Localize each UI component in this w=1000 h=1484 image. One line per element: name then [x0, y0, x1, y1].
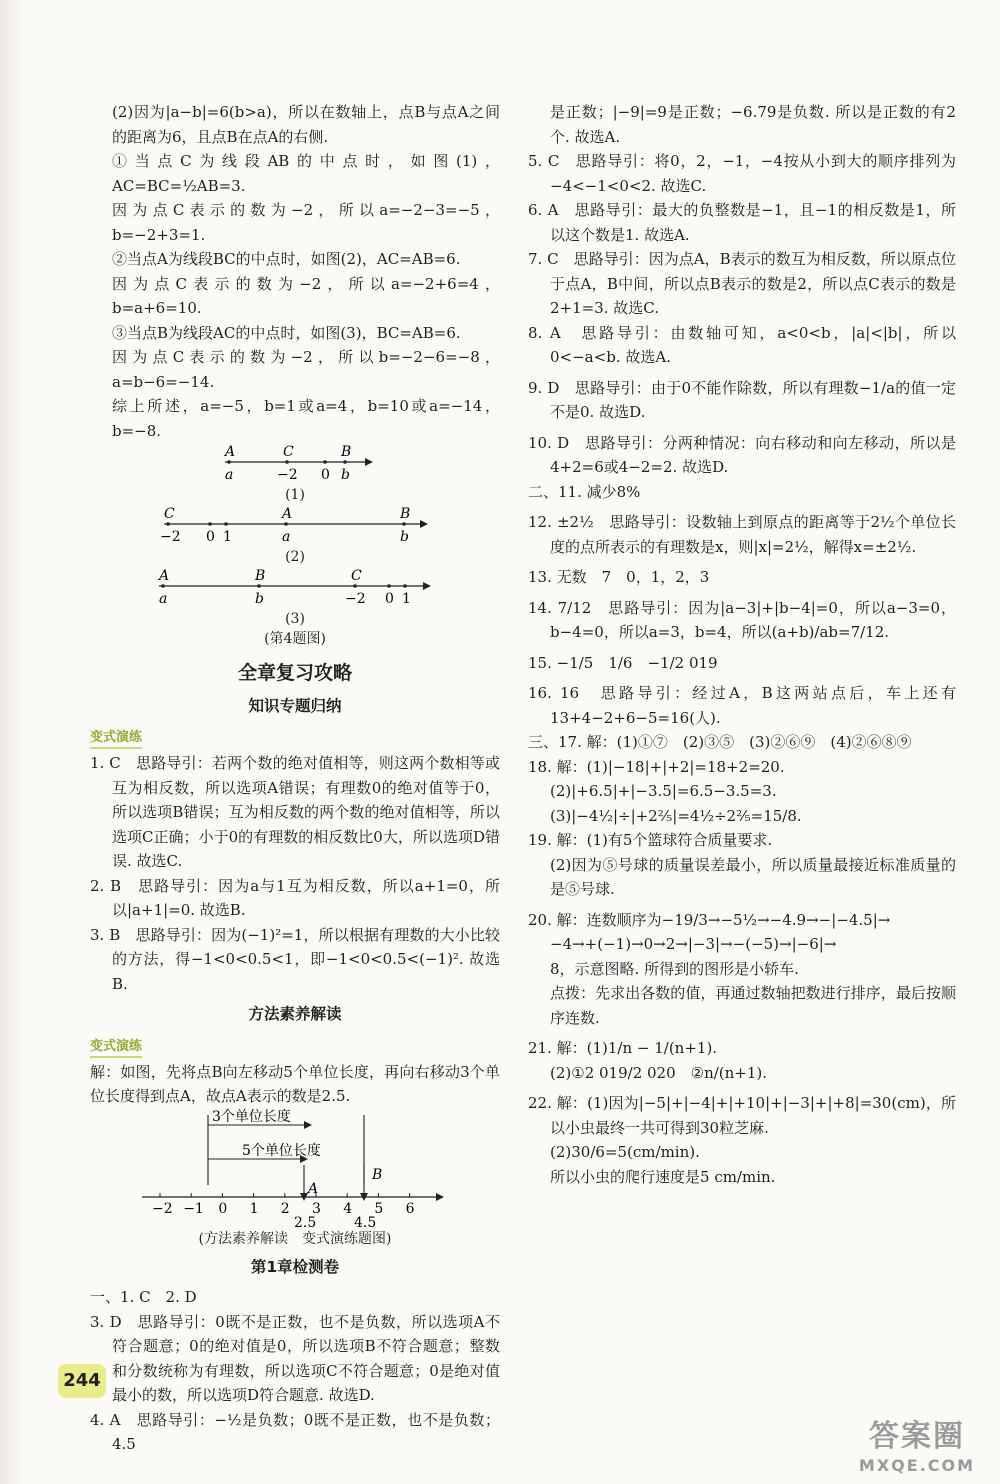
watermark-logo: [852, 1418, 982, 1476]
text-p3: 因为点C表示的数为−2，所以a=−2−3=−5，b=−2+3=1.: [112, 201, 500, 244]
text-p5: 因为点C表示的数为−2，所以a=−2+6=4，b=a+6=10.: [112, 274, 500, 317]
fig1-caption: (1): [285, 487, 305, 503]
fig4-tick-label: −1: [183, 1200, 204, 1217]
unit-movement-figure: [140, 1109, 450, 1229]
fig4-tick-label: 3: [312, 1200, 321, 1217]
answer-21-2: (2)①2 019/2 020 ②n/(n+1).: [550, 1063, 768, 1082]
answer-14: 14. 7/12 思路导引：因为|a−3|+|b−4|=0，所以a−3=0，b−4=0，所以a=3，b=4，所以(a+b)/ab=7/12.: [528, 598, 956, 641]
answer-20-line1: 20. 解：连数顺序为−19/3→−5½→−4.9→−|−4.5|→: [528, 910, 891, 929]
heading-chapter-review: 全章复习攻略: [237, 662, 352, 684]
fig3-value-0: 0: [385, 591, 394, 607]
tag-variant-practice-1: 变式演练: [90, 729, 142, 749]
fig1-value-a: a: [225, 467, 234, 483]
fig3-value-b: b: [255, 591, 264, 607]
answer-q3: 3. B 思路导引：因为(−1)²=1，所以根据有理数的大小比较的方法，得−1<0<0.5<1，即−1<0<0.5<(−1)². 故选B.: [90, 925, 500, 993]
test-answer-4: 4. A 思路导引：−½是负数；0既不是正数，也不是负数；4.5: [90, 1410, 500, 1453]
answer-18-3: (3)|−4½|÷|+2⅖|=4½÷2⅖=15/8.: [550, 806, 802, 825]
watermark-big: 答案圈: [869, 1419, 965, 1454]
answer-10: 10. D 思路导引：分两种情况：向右移动和向左移动，所以是4+2=6或4−2=2. 故选D.: [528, 433, 956, 476]
answer-4-continued: 是正数；|−9|=9是正数；−6.79是负数. 所以是正数的有2个. 故选A.: [550, 103, 956, 146]
fig1-value-0: 0: [321, 467, 330, 483]
answer-7: 7. C 思路导引：因为点A，B表示的数互为相反数，所以原点位于点A，B中间，所以点B表示的数是2，所以点C表示的数是2+1=3. 故选C.: [528, 250, 956, 317]
fig1-value-m2: −2: [277, 467, 298, 483]
answer-9: 9. D 思路导引：由于0不能作除数，所以有理数−1/a的值一定不是0. 故选D.: [528, 378, 956, 421]
answer-12: 12. ±2½ 思路导引：设数轴上到原点的距离等于2½个单位长度的点所表示的有理数是x，则|x|=2½，解得x=±2½.: [528, 513, 956, 556]
fig3-label-C: C: [351, 568, 362, 584]
number-line-figure-2: [160, 505, 430, 547]
answer-15: 15. −1/5 1/6 −1/2 019: [528, 653, 718, 672]
answer-5: 5. C 思路导引：将0，2，−1，−4按从小到大的顺序排列为−4<−1<0<2. 故选C.: [528, 152, 956, 195]
answer-11: 二、11. 减少8%: [528, 482, 641, 501]
right-column: [528, 100, 956, 1189]
fig2-label-A: A: [282, 506, 293, 522]
left-column: [90, 100, 500, 1457]
fig4-tick-label: 2: [280, 1200, 290, 1217]
answer-17: 三、17. 解：(1)①⑦ (2)③⑤ (3)②⑥⑨ (4)②⑥⑧⑨: [528, 733, 912, 751]
answer-20-line3: 8，示意图略. 所得到的图形是小轿车.: [550, 959, 799, 978]
fig4-tick-label: −2: [152, 1200, 173, 1217]
text-p7: 因为点C表示的数为−2，所以b=−2−6=−8，a=b−6=−14.: [112, 348, 500, 391]
fig2-value-a: a: [282, 529, 291, 545]
page-number: 244: [58, 1364, 106, 1398]
fig2-label-B: B: [400, 506, 411, 522]
answer-21-1: 21. 解：(1)1/n − 1/(n+1).: [528, 1039, 718, 1057]
answer-19-2: (2)因为⑤号球的质量误差最小，所以质量最接近标准质量的是⑤号球.: [550, 855, 956, 898]
answer-q1: 1. C 思路导引：若两个数的绝对值相等，则这两个数相等或互为相反数，所以选项A错误；有理数0的绝对值等于0，所以选项B错误；互为相反数的两个数的绝对值相等，所以选项C正确；小于0的有理数的相反数比0大，所以选项D错误. 故选C.: [90, 754, 501, 870]
text-p8: 综上所述，a=−5，b=1或a=4，b=10或a=−14，b=−8.: [112, 397, 500, 440]
fig1-label-A: A: [225, 444, 236, 460]
fig3-caption: (3): [285, 611, 305, 627]
text-p1: (2)因为|a−b|=6(b>a)，所以在数轴上，点B与点A之间的距离为6，且点B在点A的右侧.: [112, 103, 500, 146]
answer-22-1: 22. 解：(1)因为|−5|+|−4|+|+10|+|−3|+|+8|=30(cm)，所以小虫最终一共可得到30粒芝麻.: [528, 1094, 956, 1137]
answer-20-line2: −4→+(−1)→0→2→|−3|→−(−5)→|−6|→: [550, 935, 837, 953]
test-answers-1-2: 一、1. C 2. D: [90, 1288, 197, 1306]
number-line-figure-1: [215, 443, 375, 485]
fig2-value-0: 0: [206, 529, 215, 545]
fig4-tick-label: 6: [405, 1200, 415, 1217]
fig4-label-5-units: 5个单位长度: [242, 1142, 321, 1159]
fig4-caption: (方法素养解读 变式演练题图): [198, 1230, 392, 1247]
fig3-value-a: a: [159, 591, 168, 607]
answer-q2: 2. B 思路导引：因为a与1互为相反数，所以a+1=0，所以|a+1|=0. 故选B.: [90, 876, 500, 919]
fig4-value-4.5: 4.5: [354, 1214, 377, 1229]
heading-knowledge-topics: 知识专题归纳: [248, 696, 342, 715]
fig2-value-1: 1: [223, 529, 232, 545]
answer-22-3: 所以小虫的爬行速度是5 cm/min.: [550, 1167, 776, 1186]
fig3-label-B: B: [255, 568, 266, 584]
answer-18-1: 18. 解：(1)|−18|+|+2|=18+2=20.: [528, 757, 785, 776]
text-p6: ③当点B为线段AC的中点时，如图(3)，BC=AB=6.: [112, 323, 461, 342]
answer-8: 8. A 思路导引：由数轴可知，a<0<b，|a|<|b|，所以0<−a<b. 故选A.: [528, 323, 956, 366]
fig1-label-B: B: [341, 444, 352, 460]
fig4-label-B: B: [372, 1166, 383, 1183]
fig2-value-b: b: [400, 529, 409, 545]
fig3-value-m2: −2: [345, 591, 366, 607]
fig4-label-3-units: 3个单位长度: [212, 1108, 291, 1125]
page-edge-shadow: [0, 0, 26, 1484]
fig3-label-A: A: [159, 568, 170, 584]
fig4-value-2.5: 2.5: [294, 1214, 317, 1229]
fig4-tick-label: 0: [218, 1200, 228, 1217]
answer-19-1: 19. 解：(1)有5个篮球符合质量要求.: [528, 831, 773, 849]
fig4-tick-label: 4: [343, 1200, 353, 1217]
text-p2: ①当点C为线段AB的中点时，如图(1)，AC=BC=½AB=3.: [112, 152, 500, 195]
tag-variant-practice-2: 变式演练: [90, 1038, 142, 1058]
fig4-tick-label: 1: [249, 1200, 259, 1217]
fig1-value-b: b: [341, 467, 350, 483]
answer-6: 6. A 思路导引：最大的负整数是−1，且−1的相反数是1，所以这个数是1. 故选A.: [528, 201, 956, 244]
fig1-label-C: C: [283, 444, 294, 460]
answer-22-2: (2)30/6=5(cm/min).: [550, 1143, 700, 1161]
figure-group-caption: (第4题图): [264, 631, 326, 647]
fig4-label-A: A: [308, 1180, 319, 1197]
answer-20-tip: 点拨：先求出各数的值，再通过数轴把数进行排序，最后按顺序连数.: [550, 984, 956, 1027]
answer-18-2: (2)|+6.5|+|−3.5|=6.5−3.5=3.: [550, 782, 777, 800]
test-answer-3: 3. D 思路导引：0既不是正数，也不是负数，所以选项A不符合题意；0的绝对值是0，所以选项B不符合题意；整数和分数统称为有理数，所以选项C不符合题意；0是绝对值最小的数，所以选项D符合题意. 故选D.: [90, 1312, 500, 1404]
heading-chapter-test: 第1章检测卷: [250, 1257, 340, 1276]
number-line-figure-3: [155, 567, 435, 609]
fig4-tick-label: 5: [374, 1200, 384, 1217]
answer-16: 16. 16 思路导引：经过A，B这两站点后，车上还有13+4−2+6−5=16(人).: [528, 684, 956, 727]
fig2-label-C: C: [164, 506, 175, 522]
answer-13: 13. 无数 7 0，1，2，3: [528, 568, 710, 586]
fig2-value-m2: −2: [160, 529, 181, 545]
heading-method-interpretation: 方法素养解读: [248, 1005, 342, 1023]
fig3-value-1: 1: [402, 591, 411, 607]
solution-text: 解：如图，先将点B向左移动5个单位长度，再向右移动3个单位长度得到点A，故点A表示的数是2.5.: [90, 1062, 500, 1105]
watermark-small: MXQE.COM: [858, 1456, 976, 1475]
fig2-caption: (2): [285, 549, 305, 565]
text-p4: ②当点A为线段BC的中点时，如图(2)，AC=AB=6.: [112, 250, 461, 268]
